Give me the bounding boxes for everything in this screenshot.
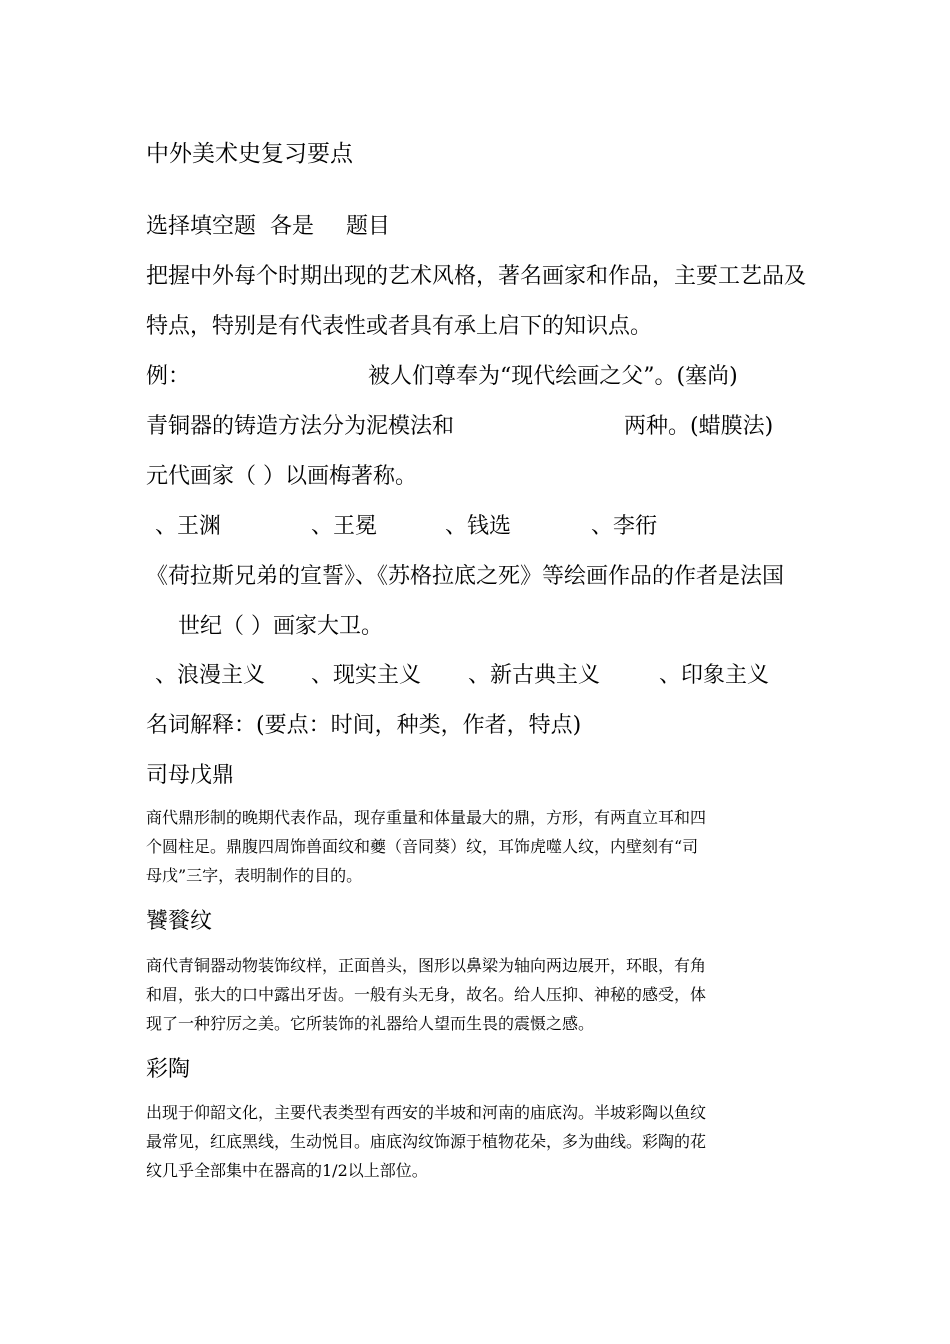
term-text-line: 个圆柱足。鼎腹四周饰兽面纹和夔（音同葵）纹，耳饰虎噬人纹，内壁刻有“司 — [146, 837, 699, 856]
example-text: 被人们尊奉为“现代绘画之父”。(塞尚) — [368, 364, 738, 389]
question-1 — [146, 416, 846, 442]
question-1-b: 两种。(蜡膜法) — [624, 414, 774, 439]
choice-heading-a: 选择填空题 — [146, 214, 257, 239]
term-title: 饕餮纹 — [146, 909, 213, 934]
terms-heading: 名词解释：(要点：时间，种类，作者，特点) — [146, 713, 582, 738]
term-text-line: 商代青铜器动物装饰纹样，正面兽头，图形以鼻梁为轴向两边展开，环眼，有角 — [146, 956, 707, 975]
question-3-options — [155, 665, 835, 691]
intro-line-2: 特点，特别是有代表性或者具有承上启下的知识点。 — [146, 314, 653, 339]
choice-heading — [146, 216, 846, 242]
q3-option-c: 、新古典主义 — [468, 663, 601, 688]
example-label: 例： — [146, 364, 191, 389]
question-3-line-1: 《荷拉斯兄弟的宣誓》、《苏格拉底之死》等绘画作品的作者是法国 — [146, 564, 785, 589]
document-title: 中外美术史复习要点 — [146, 141, 353, 167]
question-1-a: 青铜器的铸造方法分为泥模法和 — [146, 414, 455, 439]
question-2: 元代画家（ ）以画梅著称。 — [146, 464, 417, 489]
term-text-line: 现了一种狞厉之美。它所装饰的礼器给人望而生畏的震慑之感。 — [146, 1014, 595, 1033]
intro-line-1: 把握中外每个时期出现的艺术风格，著名画家和作品，主要工艺品及 — [146, 264, 807, 289]
q3-option-b: 、现实主义 — [311, 663, 422, 688]
q2-option-c: 、钱选 — [445, 514, 512, 539]
term-text-line: 出现于仰韶文化，主要代表类型有西安的半坡和河南的庙底沟。半坡彩陶以鱼纹 — [146, 1103, 707, 1122]
choice-heading-b: 各是 — [270, 214, 315, 239]
question-3-line-2: 世纪（ ）画家大卫。 — [178, 614, 383, 639]
term-text-line: 最常见，红底黑线，生动悦目。庙底沟纹饰源于植物花朵，多为曲线。彩陶的花 — [146, 1132, 707, 1151]
q2-option-d: 、李衎 — [591, 514, 658, 539]
q2-option-b: 、王冕 — [311, 514, 378, 539]
term-text-line: 纹几乎全部集中在器高的1/2以上部位。 — [146, 1161, 428, 1180]
q3-option-d: 、印象主义 — [659, 663, 770, 688]
choice-heading-c: 题目 — [346, 214, 391, 239]
question-2-options — [155, 516, 835, 542]
example-line — [146, 366, 846, 392]
term-title: 司母戊鼎 — [146, 763, 235, 788]
term-title: 彩陶 — [146, 1057, 191, 1082]
term-text-line: 和眉，张大的口中露出牙齿。一般有头无身，故名。给人压抑、神秘的感受，体 — [146, 985, 707, 1004]
term-text-line: 母戊”三字，表明制作的目的。 — [146, 866, 363, 885]
q2-option-a: 、王渊 — [155, 514, 222, 539]
q3-option-a: 、浪漫主义 — [155, 663, 266, 688]
term-text-line: 商代鼎形制的晚期代表作品，现存重量和体量最大的鼎，方形，有两直立耳和四 — [146, 808, 707, 827]
